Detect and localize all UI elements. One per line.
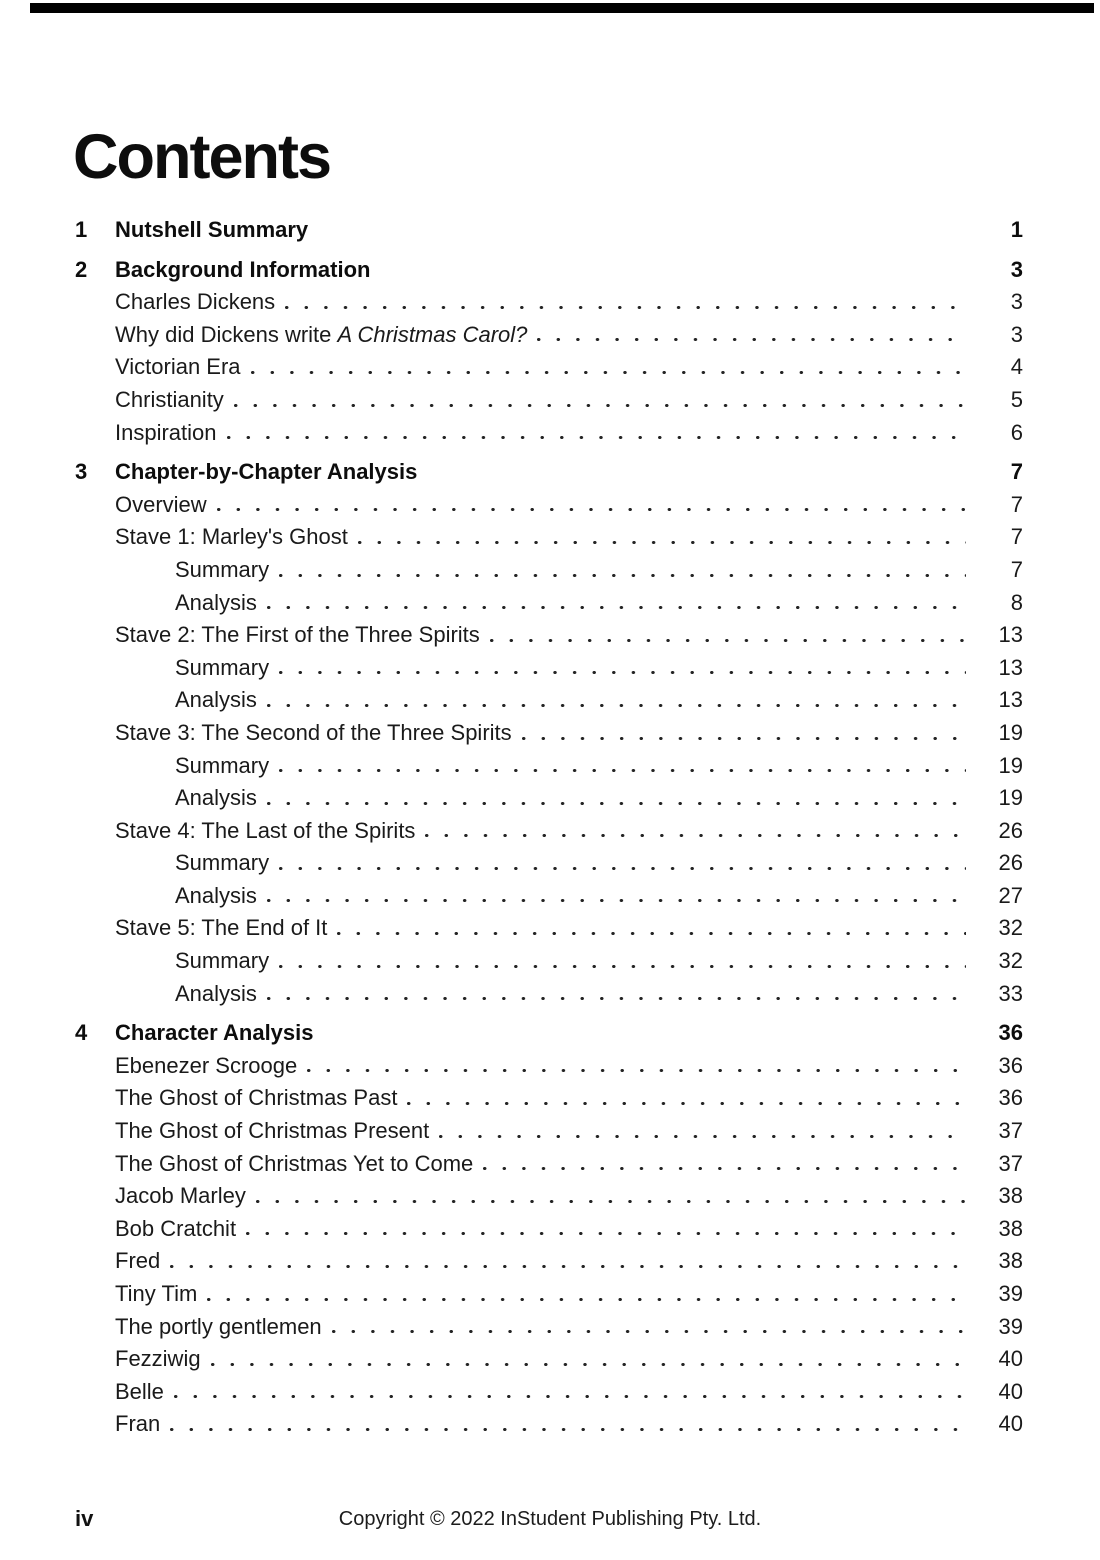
entry-title-text: The Ghost of Christmas Past [115,1085,398,1111]
entry-page-number: 37 [998,1150,1023,1176]
entry-title-text: Belle [115,1378,164,1404]
entry-title [175,684,257,717]
entry-title [115,1148,473,1181]
dot-leader [170,1265,966,1268]
entry-page-number: 13 [998,687,1023,713]
dot-leader [267,802,966,805]
entry-title [115,1050,297,1083]
toc-row-section [75,1376,1023,1409]
toc-row-chapter [75,456,1023,489]
toc-row-section [75,1213,1023,1246]
entry-page-number: 33 [998,980,1023,1006]
entry-title-text: Analysis [175,980,257,1006]
entry-page-number: 40 [998,1411,1023,1437]
chapter-number: 3 [75,459,88,485]
dot-leader [407,1102,966,1105]
dot-leader [439,1135,966,1138]
dot-leader [358,541,966,544]
entry-title-text: Tiny Tim [115,1281,198,1306]
entry-title [175,554,269,587]
dot-leader [217,508,966,511]
entry-page-number: 3 [1010,321,1023,347]
toc-row-subsection [75,587,1023,620]
entry-page-number: 38 [998,1215,1023,1241]
entry-title [115,1278,197,1311]
entry-page-number: 32 [998,915,1023,941]
toc-row-section [75,384,1023,417]
entry-title-text: Analysis [175,589,257,615]
dot-leader [279,867,966,870]
entry-title [175,750,269,783]
entry-page-number: 26 [998,850,1023,876]
entry-page-number: 7 [1010,524,1023,550]
spacer [370,276,988,277]
entry-title-text: Summary [175,654,270,680]
entry-page-number: 3 [1010,256,1023,282]
entry-title-text: Chapter-by-Chapter Analysis [115,459,418,485]
toc-row-section [75,1408,1023,1441]
spacer [314,1039,988,1040]
toc-row-section [75,717,1023,750]
toc-row-section [75,1180,1023,1213]
entry-page-number: 39 [998,1281,1023,1306]
entry-title-text: The Ghost of Christmas Yet to Come [115,1150,474,1176]
toc-row-subsection [75,945,1023,978]
dot-leader [211,1363,966,1366]
page-footer [0,1503,1100,1535]
dot-leader [285,306,966,309]
toc-row-chapter [75,1017,1023,1050]
entry-title-text: Stave 1: Marley's Ghost [115,524,348,550]
entry-page-number: 4 [1010,354,1023,380]
dot-leader [207,1298,966,1301]
table-of-contents [75,214,1023,1441]
entry-page-number: 32 [998,948,1023,974]
entry-title [115,286,275,319]
dot-leader [337,932,966,935]
entry-title [115,1343,201,1376]
entry-title-text: Summary [175,850,270,876]
toc-row-subsection [75,847,1023,880]
entry-title [115,1245,160,1278]
toc-row-section [75,1082,1023,1115]
dot-leader [537,338,966,341]
entry-page-number: 7 [1010,459,1023,485]
dot-leader [267,606,966,609]
entry-title-italic: A Christmas Carol? [337,321,528,347]
entry-title-text: Jacob Marley [115,1183,246,1209]
entry-page-number: 7 [1010,556,1023,582]
entry-page-number: 26 [998,817,1023,843]
toc-row-section [75,1050,1023,1083]
entry-title [115,717,512,750]
dot-leader [256,1200,966,1203]
toc-row-section [75,1278,1023,1311]
toc-row-chapter [75,254,1023,287]
entry-title [115,1408,160,1441]
entry-title [115,619,480,652]
toc-row-section [75,1115,1023,1148]
entry-page-number: 27 [998,882,1023,908]
entry-page-number: 39 [998,1313,1023,1339]
dot-leader [227,436,966,439]
toc-row-subsection [75,684,1023,717]
entry-title [175,652,269,685]
entry-title-text: Analysis [175,882,257,908]
dot-leader [279,574,966,577]
entry-page-number: 7 [1010,491,1023,517]
dot-leader [522,737,966,740]
dot-leader [307,1069,966,1072]
entry-title-text: Stave 2: The First of the Three Spirits [115,622,480,648]
entry-page-number: 37 [998,1118,1023,1144]
entry-page-number: 8 [1010,589,1023,615]
entry-title [115,1213,236,1246]
entry-title [115,1082,397,1115]
dot-leader [483,1167,966,1170]
dot-leader [490,639,966,642]
dot-leader [425,834,966,837]
dot-leader [170,1428,966,1431]
entry-title-text: Victorian Era [115,354,241,380]
entry-title-text: Christianity [115,386,224,412]
entry-title [115,319,527,352]
toc-row-subsection [75,880,1023,913]
entry-title-text: Fezziwig [115,1346,201,1372]
entry-page-number: 40 [998,1346,1023,1372]
entry-title-text: Character Analysis [115,1020,314,1046]
entry-page-number: 36 [998,1085,1023,1111]
chapter-number: 1 [75,217,88,242]
entry-page-number: 38 [998,1183,1023,1209]
entry-title [115,489,207,522]
entry-title [115,1017,314,1050]
entry-title-text: Stave 4: The Last of the Spirits [115,817,416,843]
toc-row-section [75,521,1023,554]
toc-row-subsection [75,750,1023,783]
entry-title-text: Fran [115,1411,161,1437]
entry-title [115,912,327,945]
toc-row-section [75,319,1023,352]
entry-title [115,384,224,417]
entry-title-text: Background Information [115,256,371,282]
entry-title-text: Charles Dickens [115,289,276,315]
entry-title [175,782,257,815]
dot-leader [267,704,966,707]
chapter-number: 4 [75,1020,88,1046]
toc-row-section [75,286,1023,319]
toc-row-subsection [75,782,1023,815]
toc-row-subsection [75,978,1023,1011]
entry-title [175,945,269,978]
toc-row-section [75,619,1023,652]
entry-title-text: Inspiration [115,419,217,445]
toc-row-section [75,1343,1023,1376]
toc-row-section [75,1245,1023,1278]
spacer [308,236,988,237]
entry-title-text: Why did Dickens write [115,321,338,347]
entry-page-number: 3 [1010,289,1023,315]
chapter-number: 2 [75,256,88,282]
entry-title-text: Analysis [175,785,257,811]
dot-leader [174,1395,966,1398]
entry-page-number: 36 [998,1020,1023,1046]
entry-title [115,1376,164,1409]
dot-leader [279,965,966,968]
entry-page-number: 36 [998,1052,1023,1078]
entry-title [115,521,348,554]
dot-leader [279,671,966,674]
entry-page-number: 40 [998,1378,1023,1404]
entry-page-number: 19 [998,785,1023,811]
entry-title-text: Summary [175,752,270,778]
entry-title-text: Summary [175,948,270,974]
dot-leader [267,997,966,1000]
toc-row-section [75,912,1023,945]
entry-title [115,417,217,450]
entry-title [115,1311,322,1344]
entry-page-number: 6 [1010,419,1023,445]
entry-title [115,1180,246,1213]
entry-title [115,214,308,247]
entry-title [115,254,370,287]
dot-leader [279,769,966,772]
entry-title-text: Bob Cratchit [115,1215,237,1241]
entry-title [115,1115,429,1148]
entry-page-number: 19 [998,752,1023,778]
entry-title-text: Overview [115,491,207,517]
entry-page-number: 13 [998,654,1023,680]
entry-title [175,978,257,1011]
entry-title-text: Ebenezer Scrooge [115,1052,298,1078]
dot-leader [267,899,966,902]
entry-title [115,456,417,489]
entry-title [175,587,257,620]
toc-row-section [75,489,1023,522]
entry-title-text: Stave 3: The Second of the Three Spirits [115,719,512,745]
toc-row-subsection [75,554,1023,587]
toc-row-subsection [75,652,1023,685]
entry-title [115,815,415,848]
entry-title-text: Summary [175,556,270,582]
entry-page-number: 19 [998,719,1023,745]
page-title: Contents [73,122,330,192]
entry-title [175,880,257,913]
dot-leader [251,371,966,374]
toc-row-section [75,417,1023,450]
toc-row-section [75,1148,1023,1181]
entry-title-text: Stave 5: The End of It [115,915,328,941]
toc-row-section [75,351,1023,384]
scan-artifact-bar [30,3,1094,13]
toc-row-section [75,815,1023,848]
dot-leader [234,404,966,407]
page-number: iv [75,1506,94,1531]
entry-title-text: The Ghost of Christmas Present [115,1118,430,1144]
entry-title [175,847,269,880]
dot-leader [332,1330,966,1333]
entry-title-text: Analysis [175,687,257,713]
entry-title-text: Nutshell Summary [115,217,309,242]
entry-title [115,351,241,384]
entry-page-number: 5 [1010,386,1023,412]
entry-page-number: 38 [998,1248,1023,1274]
entry-page-number: 1 [1010,217,1023,242]
entry-title-text: Fred [115,1248,161,1274]
toc-row-section [75,1311,1023,1344]
dot-leader [246,1232,966,1235]
entry-page-number: 13 [998,622,1023,648]
toc-row-chapter [75,214,1023,247]
entry-title-text: The portly gentlemen [115,1313,322,1339]
copyright-text: Copyright © 2022 InStudent Publishing Pty. Ltd. [338,1508,762,1530]
spacer [417,478,988,479]
